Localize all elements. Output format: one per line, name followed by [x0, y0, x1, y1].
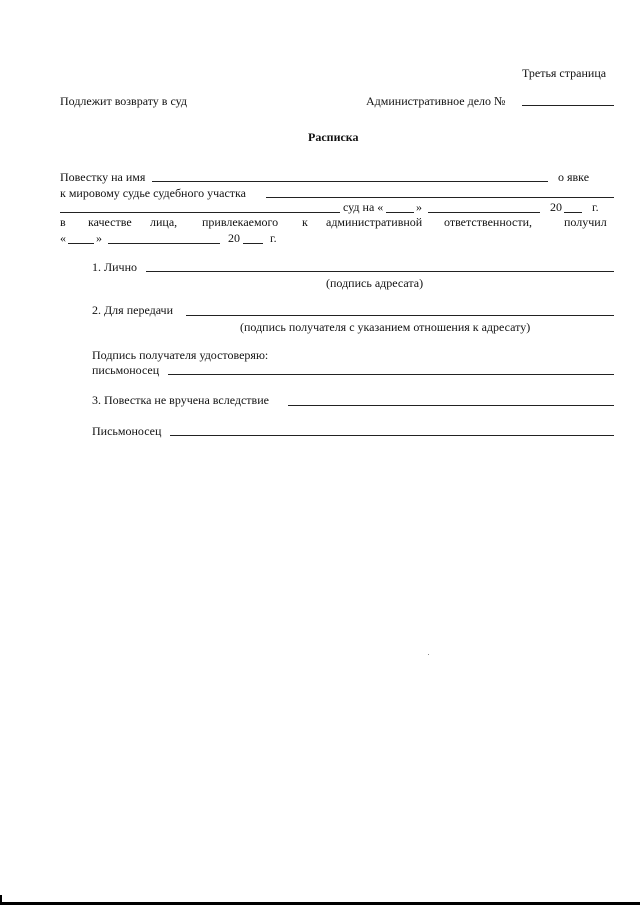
court-quote-close: » — [416, 200, 422, 214]
court-on-label: суд на « — [343, 200, 384, 214]
received-day-line[interactable] — [68, 243, 94, 244]
capacity-word: качестве — [88, 215, 132, 229]
case-number-line[interactable] — [522, 105, 614, 106]
scan-speck — [428, 654, 429, 655]
court-year-line[interactable] — [564, 212, 582, 213]
certify-label: Подпись получателя удостоверяю: — [92, 348, 269, 362]
not-delivered-label: 3. Повестка не вручена вследствие — [92, 393, 269, 407]
postman2-label: Письмоносец — [92, 424, 162, 438]
court-month-line[interactable] — [428, 212, 540, 213]
personally-label: 1. Лично — [92, 260, 138, 274]
summons-label: Повестку на имя — [60, 170, 146, 184]
postman2-signature-line[interactable] — [170, 435, 614, 436]
page-label: Третья страница — [522, 66, 607, 80]
capacity-word: привлекаемого — [202, 215, 279, 229]
summons-suffix: о явке — [558, 170, 590, 184]
court-year-prefix: 20 — [550, 200, 562, 214]
postman-label: письмоносец — [92, 363, 160, 377]
capacity-word: лица, — [150, 215, 178, 229]
capacity-word: к — [302, 215, 308, 229]
judge-label: к мировому судье судебного участка — [60, 186, 247, 200]
received-month-line[interactable] — [108, 243, 220, 244]
court-day-line[interactable] — [386, 212, 414, 213]
case-label: Административное дело № — [366, 94, 506, 108]
transfer-label: 2. Для передачи — [92, 303, 174, 317]
scan-edge-left — [0, 895, 2, 905]
recipient-signature-line[interactable] — [186, 315, 614, 316]
not-delivered-reason-line[interactable] — [288, 405, 614, 406]
judge-line[interactable] — [266, 197, 614, 198]
return-note: Подлежит возврату в суд — [60, 94, 187, 108]
capacity-word: получил — [564, 215, 607, 229]
court-name-line[interactable] — [60, 212, 340, 213]
addressee-signature-line[interactable] — [146, 271, 614, 272]
capacity-word: административной — [326, 215, 423, 229]
summons-name-line[interactable] — [152, 181, 548, 182]
postman-signature-line[interactable] — [168, 374, 614, 375]
received-quote-close: » — [96, 231, 102, 245]
capacity-word: ответственности, — [444, 215, 533, 229]
capacity-word: в — [60, 215, 66, 229]
court-year-suffix: г. — [592, 200, 599, 214]
received-year-suffix: г. — [270, 231, 277, 245]
addressee-signature-caption: (подпись адресата) — [326, 276, 424, 290]
received-year-line[interactable] — [243, 243, 263, 244]
document-title: Расписка — [308, 130, 359, 144]
received-year-prefix: 20 — [228, 231, 240, 245]
received-quote-open: « — [60, 231, 66, 245]
recipient-signature-caption: (подпись получателя с указанием отношения к адресату) — [240, 320, 531, 334]
